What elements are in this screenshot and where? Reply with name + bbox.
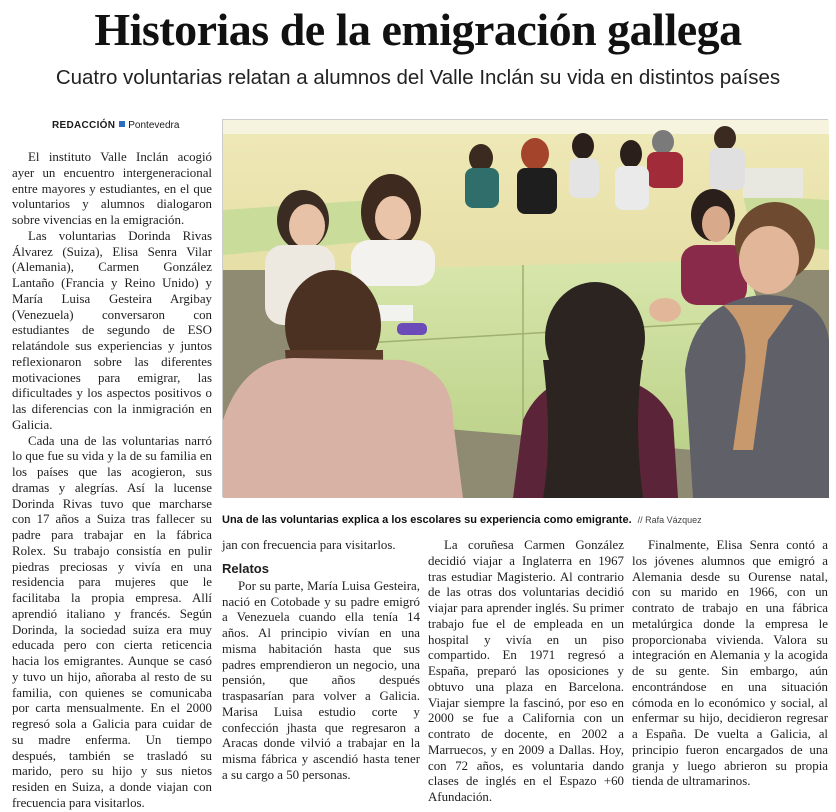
photo-caption-text: Una de las voluntarias explica a los escolares su experiencia como emigrante.: [222, 514, 632, 526]
article-subhead: Relatos: [222, 560, 269, 576]
article-paragraph: La coruñesa Carmen González decidió viajar a Inglaterra en 1967 tras estudiar Magisterio. Al contrario de las otras dos voluntarias decidió viajar para aprender inglés. Su primer trabajo fue el de empleada en un hospital y vivía en un piso compartido. En 1971 regresó a España, preparó las oposiciones y obtuvo una plaza en Barcelona. Viajar siempre la fascinó, por eso en 2000 se fue a California con un contrato de docente, en 2002 a Marruecos, y en 2009 a Dallas. Hoy, con 72 años, es voluntaria dando clases de inglés en el Espazo +60 Afundación.: [428, 538, 624, 804]
article-paragraph: Finalmente, Elisa Senra contó a los jóvenes alumnos que emigró a Alemania desde su Ourense natal, con su marido en 1966, con un contrato de trabajo en una fábrica metalúrgica donde la empresa le proporcionaba vivienda. Valora su integración en Alemania y la acogida de su gente. Sin embargo, aún encontrándose en una situación cómoda en lo económico y social, al enfermar su hijo, decidieron regresar a España. De vuelta a Galicia, al principio fueron encargados de una granja y luego abrieron su propia tienda de ultramarinos.: [632, 538, 828, 789]
article-column-4: [632, 538, 828, 800]
article-paragraph: Cada una de las voluntarias narró lo que fue su vida y la de su familia en los países que las acogieron, sus dramas y alegrías. Así la lucense Dorinda Rivas tuvo que marcharse con 17 años a Suiza tras fallecer su padre para trabajar en la fábrica Rolex. Su trabajo consistía en pulir piedras preciosas y vivía en una residencia para mujeres que le facilitaba la propia empresa. Allí aprendió italiano y francés. Según Dorinda, la sociedad suiza era muy educada pero con cierta reticencia hacia los emigrantes. Aunque se casó y tuvo un hijo, añoraba al resto de su familia, con quienes se comunicaba por carta mensualmente. En el 2000 regresó sola a Galicia para cuidar de su madre enferma. Un tiempo después, también se trasladó su marido, pero su hijo y sus nietos residen en Suiza, a donde viajan con frecuencia para visitarlos.: [12, 433, 212, 810]
classroom-photo: [223, 120, 829, 498]
headline: Historias de la emigración gallega: [94, 4, 742, 55]
article-paragraph-continued: jan con frecuencia para visitarlos.: [222, 538, 396, 552]
article-paragraph: Las voluntarias Dorinda Rivas Álvarez (Suiza), Elisa Senra Vilar (Alemania), Carmen González Lantaño (Francia y Reino Unido) y María Luisa Gesteira Argibay (Venezuela) conversaron con estudiantes de segundo de ESO relatándole sus experiencias y juntos reflexionaron sobre las diferentes motivaciones para emigrar, las dificultades y los aspectos positivos o las diferencias con la inmigración en Galicia.: [12, 228, 212, 432]
article-column-2: [222, 538, 420, 800]
article-column-1: [12, 150, 212, 810]
photo-credit: // Rafa Vázquez: [637, 515, 702, 525]
article-photo: [222, 119, 828, 497]
byline-location: Pontevedra: [128, 120, 180, 131]
photo-caption: [222, 513, 828, 528]
byline: [52, 119, 179, 133]
article-column-3: [428, 538, 624, 804]
byline-square-icon: [119, 121, 125, 127]
byline-signature: REDACCIÓN: [52, 120, 116, 131]
article-paragraph: El instituto Valle Inclán acogió ayer un encuentro intergeneracional entre mayores y estudiantes, en el que voluntarios y alumnos dialogaron sobre vivencias en la emigración.: [12, 150, 212, 227]
article-paragraph: Por su parte, María Luisa Gesteira, nació en Cotobade y su padre emigró a Venezuela cuando ella tenía 14 años. Al principio vivían en una misma habitación hasta que sus padres emprendieron un negocio, una pensión, que años después traspasarían para volver a Galicia. Marisa Luisa estudio corte y confección jhasta que regresaron a Aracas donde vilvió a trabajar en la misma fábrica y ascendió hasta tener a su cargo a 50 personas.: [222, 578, 420, 782]
subheadline: Cuatro voluntarias relatan a alumnos del Valle Inclán su vida en distintos países: [55, 66, 781, 89]
